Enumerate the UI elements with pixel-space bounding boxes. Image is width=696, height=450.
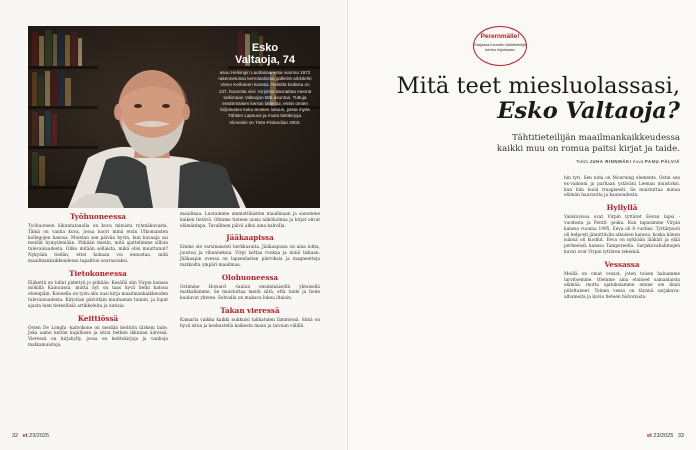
section-body: Eläkettä on tullut pidettyä jo pitkään. Kesällä olin Virpin kanssa mökillä Kainuussa, mutta nyt on taas hyvä hetki katsoa eteenpäin. Koneella on työn alla uusi kirja maailmankaikkeuden tulevaisuudesta. Kirjoitan päivittäin muutaman tunnin, ja loput ajasta luen tieteellisiä artikkeleita ja uutisia.: [28, 280, 168, 309]
page-number: 33: [677, 433, 684, 439]
byline-author: JUHA RINNMÄKI: [589, 159, 632, 164]
byline-label-text: Teksti: [575, 159, 589, 164]
right-folio: [647, 433, 684, 439]
section-body: maailmaa. Luotaimme ammattilaisten maailmaan ja sanomme kaiken tietävä. Olimme tieteen uusia näkökulmia ja kirjat olivat elämäntapa. Tavallinen päivä alkoi aina kahvilla.: [180, 212, 320, 229]
subhead-line1: Tähtitieteilijän maailmankaikkeudessa: [512, 133, 680, 143]
section-heading: Jääkaapissa: [226, 233, 274, 243]
left-column-1: [28, 212, 168, 351]
section-body: Emme ole varsinaisesti herkkusuita. Jääkaapissa on aina lohta, juustoa ja vihanneksia. Virpi laittaa ruokaa ja minä tiskaan. Jääkaapin ovessa on lapsenlasten piirroksia ja magneetteja matkoilta ympäri maailmaa.: [180, 245, 320, 268]
series-seal: [473, 26, 527, 66]
section-heading: Vessassa: [604, 259, 640, 269]
page-number: 32: [12, 433, 19, 439]
right-page: [348, 0, 696, 450]
left-folio: [12, 433, 49, 439]
left-column-2: [180, 212, 320, 332]
byline: [408, 159, 680, 164]
seal-subtitle: Sarjassa tunnettu tähtitieteilijä kertoo kirjoistaan: [474, 42, 526, 52]
right-column: [564, 176, 680, 303]
magazine-mark: et: [646, 433, 652, 439]
section-body: Valokuvissa ovat Virpin tyttäret Eevan lapsi -vuodesta ja Pentti -poika. Kun tapasimme Virpin kanssa vuonna 1995, Eeva oli 8 vuotias. Tyttärpuoli oli helposti jännittävän aikuisen kanssa, koska hänen isänsä oli kuollut. Eeva on nykyään lääkäri ja elää perheensä kanssa Tampereella. Sarjakuvahahmojen kuvat ovat Virpin tyttären tekemiä.: [564, 215, 680, 255]
headline-line2: Esko Valtaoja?: [497, 98, 680, 124]
section-body: Ostimme Howard -taulun ensimmäisellä yhteisellä matkallamme. Se muistuttaa meitä siitä, että taide ja tiede kuuluvat yhteen. Sohvalla on mukava lukea iltaisin.: [180, 284, 320, 302]
section-heading: Keittiössä: [77, 313, 119, 323]
section-body: Osten De Longhi -kahvikone on meidän keittiön tärkein laite. Joka aamu keitän kupillisen ja istun hetken ikkunan ääressä. Vieressä on kirjahylly, jossa on keittokirjoja ja vanhoja matkamuistoja.: [28, 325, 168, 348]
subhead-line2: kaikki muu on romua paitsi kirjat ja taide.: [496, 144, 680, 154]
section-body: bin tyri. Sen nimi on Mourning elements. Ostin sen ex-vaimoni ja parhaan ystäväni Leenan muistoksi, kun hän kuoli traagisesti. Se muistuttaa minua elämän haurautta ja kauneudesta.: [564, 176, 680, 199]
section-body: Työhuoneen liikuntatauolla on kuva minusta ryhmäkuvasta. Tämä on vanha kuva, jossa nuori minä etsin Ulkomaisten kollegojen kanssa. Muistan sen päivän hyvin, kun kuvaaja sai meidät hymyilemään. Pitkään mietin, mitä ajattelimme silloin tulevaisuudesta. Oliko mitään sellaista, mikä olisi muuttunut? Nykyään tiedän, ettei kukaan voi ennustaa, mitä maailmankaikkeudessa tapahtuu seuraavaksi.: [28, 224, 168, 264]
section-heading: Olohuoneessa: [221, 272, 279, 282]
section-heading: Työhuoneessa: [70, 212, 126, 221]
byline-label-photo: Kuva: [632, 159, 644, 164]
headline: [368, 74, 680, 124]
caption-name-line1: Esko: [251, 42, 279, 54]
section-heading: Tietokoneessa: [69, 268, 127, 278]
subheadline: [408, 133, 680, 155]
headline-line1: Mitä teet miesluolassasi,: [396, 73, 680, 99]
photo-caption: [218, 42, 312, 126]
caption-name-line2: Valtaoja, 74: [235, 54, 295, 66]
issue-number: 23/2025: [653, 433, 674, 439]
issue-number: 23/2025: [29, 433, 50, 439]
section-body: Kamaria vaikka kaikki nukkuisi takkatulen lämmössä. Siinä on hyvä istua ja keskustella kaikesta maan ja taivaan välillä.: [180, 317, 320, 329]
section-heading: Takan vieressä: [220, 305, 280, 315]
magazine-mark: et: [22, 433, 28, 439]
caption-text: asuu Helsingin Lauttasaaressa vuonna 1972 rakennetussa kerrostalossa gallerist-arkkitehti Vieno Keihanen kanssa. Neliöitä kodissa on 137, huoneita viisi. Kirjoista kannattaa mennä tutkimaan Valtaojan tätä asuntoa. Tuttuja ensimmäisen kerran tallentui, ensin omien kirjoitusten koko teosten lukuun, joista myös Tähtien Lapsuus ja muita tietokirjoja. Viimeisin on Tieto-Finlandian 2003.: [218, 70, 312, 125]
seal-title: Perernmälle!: [480, 33, 520, 40]
portrait-photo: [28, 26, 320, 208]
byline-photographer: PANU PÄLVIÄ: [644, 159, 680, 164]
section-body: Meillä on omat vessat, joten toisen haluamme tarvitsemme. Olemme aina etsineet samanlaista elämää, mutta ajatuksiamme emme ole ikinä piilottaneet. Toinen vessa on täynnä sarjakuva-albumeita ja kuvia tieteen historiasta.: [564, 271, 680, 300]
section-heading: Hyllyllä: [606, 203, 638, 213]
